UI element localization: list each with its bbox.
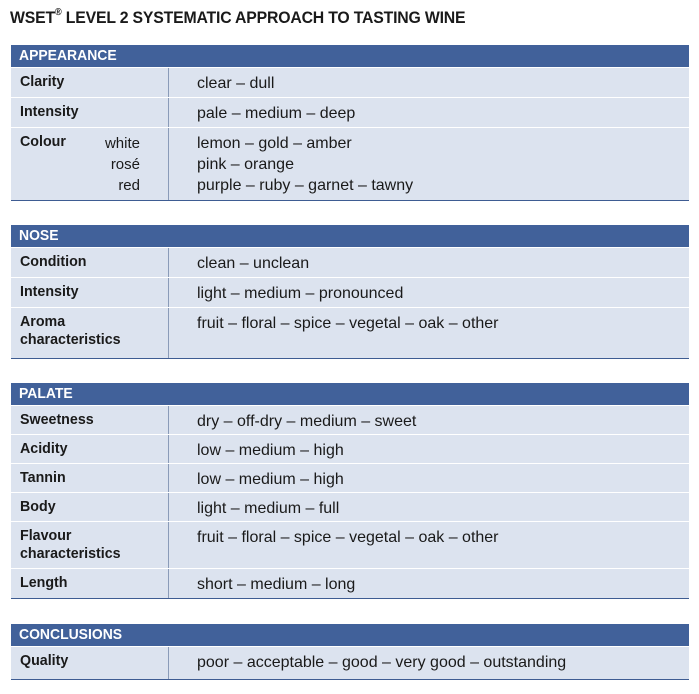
table-row (11, 67, 689, 97)
table-row (11, 247, 689, 277)
nose-intensity-value (169, 278, 689, 307)
aroma-label-line2: characteristics (20, 331, 121, 348)
nose-section (11, 225, 689, 359)
sweetness-scale: dry – off-dry – medium – sweet (197, 413, 417, 430)
quality-value (169, 647, 689, 679)
nose-intensity-scale: light – medium – pronounced (197, 285, 404, 302)
row-label (11, 68, 169, 97)
white-label: white (104, 135, 140, 152)
conclusions-section (11, 624, 689, 680)
table-row (11, 492, 689, 521)
table-row (11, 307, 689, 358)
row-label (11, 98, 169, 127)
clarity-value (169, 68, 689, 97)
row-label (11, 406, 169, 434)
quality-scale: poor – acceptable – good – very good – outstanding (197, 654, 567, 671)
conclusions-header (11, 624, 689, 646)
rose-label: rosé (110, 156, 140, 173)
appearance-header (11, 45, 689, 67)
body-label: Body (20, 498, 56, 515)
table-row (11, 277, 689, 307)
clarity-scale: clear – dull (197, 75, 275, 92)
row-label (11, 569, 169, 598)
aroma-value (169, 308, 689, 358)
registered-mark: ® (54, 7, 62, 18)
row-label (11, 248, 169, 277)
aroma-label-line1: Aroma (20, 313, 66, 330)
palate-header (11, 383, 689, 405)
sweetness-value (169, 406, 689, 434)
body-value (169, 493, 689, 521)
palate-section (11, 383, 689, 599)
table-row (11, 521, 689, 568)
intensity-label: Intensity (20, 103, 79, 120)
row-label (11, 464, 169, 492)
clarity-label: Clarity (20, 73, 65, 90)
title-prefix: WSET (10, 8, 55, 27)
tannin-label: Tannin (20, 469, 66, 486)
row-label (11, 128, 169, 200)
rose-scale: pink – orange (197, 156, 294, 173)
flavour-label-line2: characteristics (20, 545, 121, 562)
flavour-value (169, 522, 689, 568)
colour-value (169, 128, 689, 200)
appearance-section (11, 45, 689, 201)
intensity-value (169, 98, 689, 127)
nose-header-text: NOSE (19, 227, 59, 244)
sweetness-label: Sweetness (20, 411, 94, 428)
colour-sub-labels (105, 133, 140, 196)
intensity-scale: pale – medium – deep (197, 105, 356, 122)
table-row (11, 568, 689, 598)
flavour-label-line1: Flavour (20, 527, 72, 544)
tannin-scale: low – medium – high (197, 471, 344, 488)
acidity-scale: low – medium – high (197, 442, 344, 459)
length-label: Length (20, 574, 68, 591)
acidity-value (169, 435, 689, 463)
colour-label: Colour (20, 133, 66, 150)
length-scale: short – medium – long (197, 576, 356, 593)
table-row (11, 434, 689, 463)
row-label (11, 493, 169, 521)
nose-intensity-label: Intensity (20, 283, 79, 300)
condition-label: Condition (20, 253, 87, 270)
tannin-value (169, 464, 689, 492)
red-scale: purple – ruby – garnet – tawny (197, 177, 414, 194)
row-label (11, 308, 169, 358)
condition-value (169, 248, 689, 277)
condition-scale: clean – unclean (197, 255, 310, 272)
flavour-scale: fruit – floral – spice – vegetal – oak – other (197, 529, 499, 546)
palate-header-text: PALATE (19, 385, 73, 402)
length-value (169, 569, 689, 598)
row-label (11, 278, 169, 307)
table-row (11, 405, 689, 434)
row-label (11, 522, 169, 568)
table-row (11, 127, 689, 200)
body-scale: light – medium – full (197, 500, 340, 517)
title-suffix: LEVEL 2 SYSTEMATIC APPROACH TO TASTING WINE (61, 8, 466, 27)
quality-label: Quality (20, 652, 69, 669)
aroma-scale: fruit – floral – spice – vegetal – oak – other (197, 315, 499, 332)
red-label: red (118, 177, 140, 194)
conclusions-header-text: CONCLUSIONS (19, 626, 123, 643)
table-row (11, 646, 689, 679)
table-row (11, 463, 689, 492)
table-row (11, 97, 689, 127)
row-label (11, 647, 169, 679)
nose-header (11, 225, 689, 247)
row-label (11, 435, 169, 463)
page-title (10, 8, 465, 28)
white-scale: lemon – gold – amber (197, 135, 352, 152)
appearance-header-text: APPEARANCE (19, 47, 117, 64)
acidity-label: Acidity (20, 440, 68, 457)
